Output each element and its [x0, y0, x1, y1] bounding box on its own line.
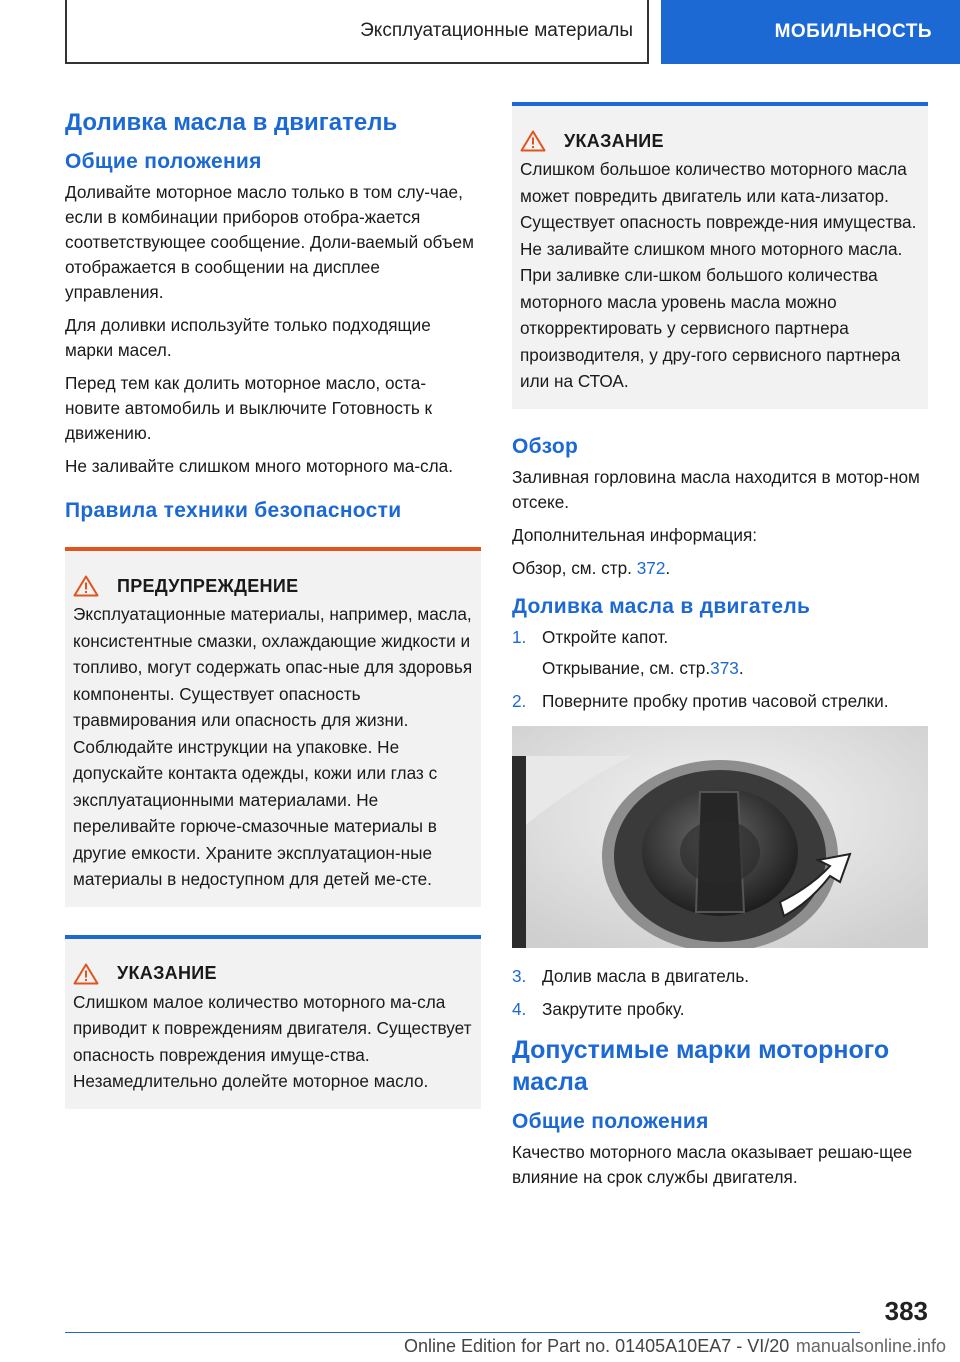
overview-heading: Обзор: [512, 434, 579, 458]
step-4: [512, 997, 928, 1022]
step-text: Откройте капот.: [542, 626, 669, 647]
warning-box: [65, 547, 481, 907]
warning-triangle-icon: [73, 575, 99, 597]
page-title: Доливка масла в двигатель: [65, 109, 398, 136]
step-number: 2.: [512, 690, 527, 711]
watermark: manualsonline.info: [795, 1336, 946, 1356]
general-paragraph-1: Доливайте моторное масло только в том слу-чае, если в комбинации приборов отобра-жается соответствующее сообщение. Доли-ваемый объем отображается в сообщении на дисплее управления.: [65, 182, 474, 302]
header-section-title: Эксплуатационные материалы: [360, 20, 633, 41]
step-text: Долив масла в двигатель.: [542, 965, 750, 986]
hood-page-link[interactable]: 373: [710, 657, 739, 678]
more-info-label: Дополнительная информация:: [512, 524, 758, 545]
notice-title-right: УКАЗАНИЕ: [564, 130, 664, 151]
left-column: [65, 100, 481, 1133]
header-chapter-title: МОБИЛЬНОСТЬ: [774, 21, 932, 42]
step-text: Поверните пробку против часовой стрелки.: [542, 690, 889, 711]
step-number: 3.: [512, 965, 527, 986]
right-column: [512, 102, 928, 1198]
header-chapter[interactable]: [661, 0, 960, 64]
notice-text-left: Слишком малое количество моторного ма-сла приводит к повреждениям двигателя. Существует опасность повреждения имуще-ства. Незамедлительно долейте моторное масло.: [73, 991, 472, 1091]
footer-divider: [65, 1332, 860, 1333]
general-paragraph-3: Перед тем как долить моторное масло, оста-новите автомобиль и выключите Готовность к движению.: [65, 373, 433, 443]
warning-text: Эксплуатационные материалы, например, масла, консистентные смазки, охлаждающие жидкости и топливо, могут содержать опас-ные для здоровья компоненты. Существует опасность травмирования или опасность для жизни. Соблюдайте инструкции на упаковке. Не допускайте контакта одежды, кожи или глаз с эксплуатационными материалами. Не переливайте горюче-смазочные материалы в другие емкости. Храните эксплуатацион-ные материалы в недоступном для детей ме-сте.: [73, 604, 473, 889]
refill-heading: Доливка масла в двигатель: [512, 594, 811, 618]
oil-grades-general-heading: Общие положения: [512, 1109, 709, 1133]
oil-grades-heading: Допустимые марки моторного масла: [512, 1035, 890, 1096]
notice-title-left: УКАЗАНИЕ: [117, 963, 217, 983]
notice-triangle-icon: [73, 963, 99, 985]
page-number: 383: [884, 1296, 928, 1326]
safety-heading: Правила техники безопасности: [65, 499, 402, 522]
step-2: [512, 689, 928, 714]
overview-text: Заливная горловина масла находится в мотор-ном отсеке.: [512, 466, 920, 512]
notice-text-right: Слишком большое количество моторного масла может повредить двигатель или ката-лизатор. Существует опасность поврежде-ния имущества. Не заливайте слишком много моторного масла. При заливке сли-шком большого количества моторного масла уровень масла можно откорректировать у сервисного партнера производителя, у дру-гого сервисного партнера или на СТОА.: [520, 159, 917, 391]
step-1: [512, 625, 928, 650]
oil-grades-text: Качество моторного масла оказывает решаю-щее влияние на срок службы двигателя.: [512, 1141, 913, 1187]
step-number: 4.: [512, 998, 527, 1019]
step-number: 1.: [512, 626, 527, 647]
notice-box-right: [512, 102, 928, 409]
oil-cap-photo: [512, 726, 928, 948]
warning-title: ПРЕДУПРЕЖДЕНИЕ: [117, 575, 299, 596]
general-heading: Общие положения: [65, 150, 262, 173]
overview-reference: Обзор, см. стр. 372.: [512, 557, 671, 578]
step-1-reference: Открывание, см. стр. 373 .: [512, 656, 928, 681]
step-3: [512, 964, 928, 989]
header-section: [65, 0, 649, 64]
overview-page-link[interactable]: 372: [636, 557, 666, 578]
edition-label: Online Edition for Part no. 01405A10EA7 - VI/20: [404, 1336, 790, 1356]
general-paragraph-2: Для доливки используйте только подходящие марки масел.: [65, 315, 431, 360]
general-paragraph-4: Не заливайте слишком много моторного ма-сла.: [65, 456, 454, 476]
notice-triangle-icon: [520, 130, 546, 152]
notice-box-left: [65, 935, 481, 1109]
step-text: Закрутите пробку.: [542, 998, 685, 1019]
